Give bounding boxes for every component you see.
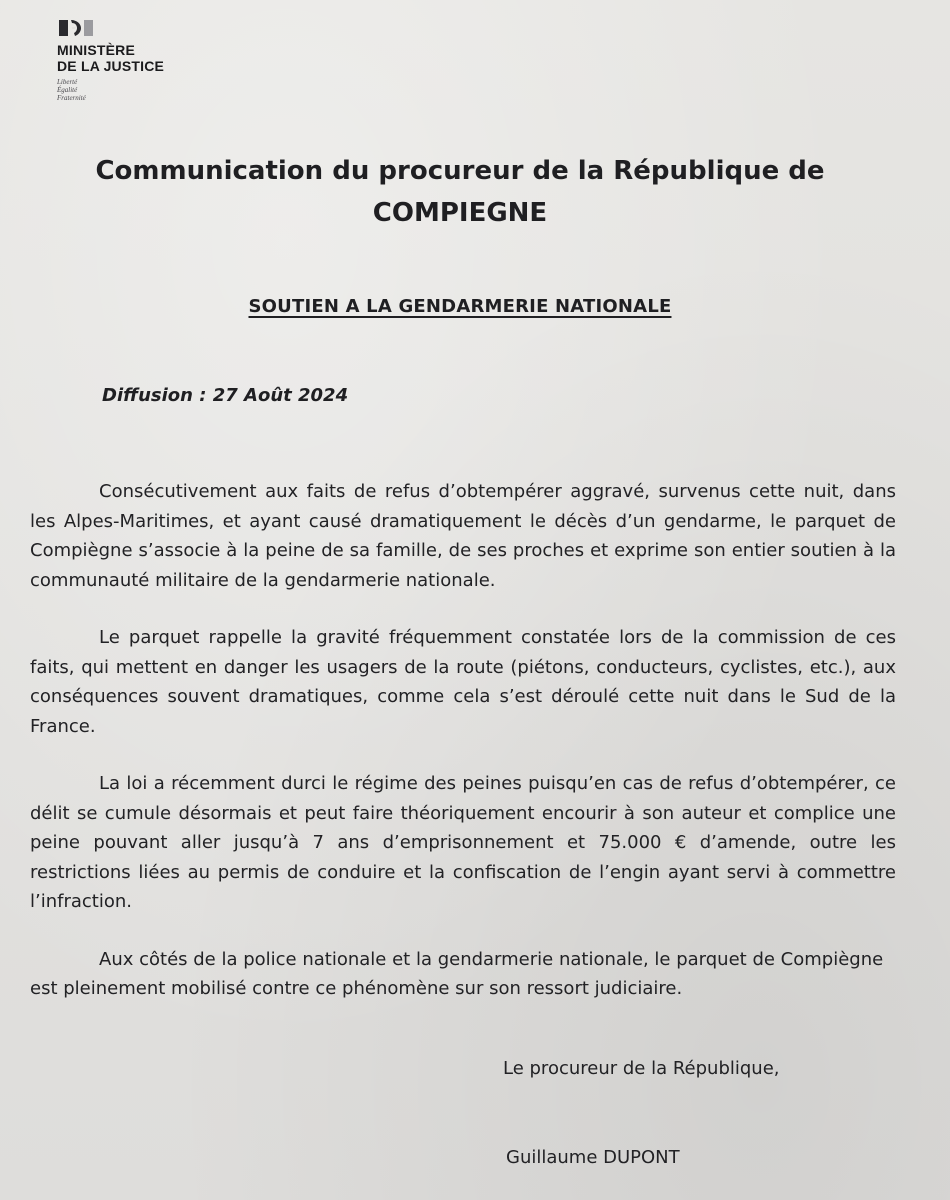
ministry-name-line1: MINISTÈRE [57, 42, 136, 58]
body-paragraph: Le parquet rappelle la gravité fréquemment constatée lors de la commission de ces faits, qui mettent en danger les usagers de la route (piétons, conducteurs, cyclistes, etc.), aux conséquences souvent dramatiques, comme cela s’est déroulé cette nuit dans le Sud de la France. [30, 627, 896, 737]
document-title [0, 150, 920, 234]
signatory-name: Guillaume DUPONT [506, 1147, 680, 1168]
motto-egalite: Égalité [57, 86, 78, 94]
document-subject [0, 296, 920, 317]
ministry-name [57, 42, 197, 74]
closing-line: Le procureur de la République, [503, 1058, 780, 1079]
body-paragraph: Aux côtés de la police nationale et la gendarmerie nationale, le parquet de Compiègne est pleinement mobilisé contre ce phénomène sur son ressort judiciaire. [30, 948, 884, 999]
ministry-logo [57, 18, 197, 102]
motto-liberte: Liberté [57, 78, 78, 86]
body-paragraph: La loi a récemment durci le régime des peines puisqu’en cas de refus d’obtempérer, ce délit se cumule désormais et peut faire théoriquement encourir à son auteur et complice une peine pouvant aller jusqu’à 7 ans d’emprisonnement et 75.000 € d’amende, outre les restrictions liées au permis de conduire et la confiscation de l’engin ayant servi à commettre l’infraction. [30, 773, 896, 912]
diffusion-date: Diffusion : 27 Août 2024 [102, 385, 349, 406]
ministry-name-line2: DE LA JUSTICE [57, 58, 165, 74]
document-title-line2: COMPIEGNE [372, 198, 548, 228]
subject-text: SOUTIEN A LA GENDARMERIE NATIONALE [248, 296, 672, 317]
motto-fraternite: Fraternité [57, 94, 86, 102]
body-paragraph: Consécutivement aux faits de refus d’obtempérer aggravé, survenus cette nuit, dans les Alpes-Maritimes, et ayant causé dramatiquement le décès d’un gendarme, le parquet de Compiègne s’associe à la peine de sa famille, de ses proches et exprime son entier soutien à la communauté militaire de la gendarmerie nationale. [30, 481, 896, 591]
document-title-line1: Communication du procureur de la République de [95, 156, 825, 186]
republic-motto [57, 78, 197, 102]
document-body [30, 477, 896, 1032]
marianne-emblem-icon [57, 18, 197, 40]
